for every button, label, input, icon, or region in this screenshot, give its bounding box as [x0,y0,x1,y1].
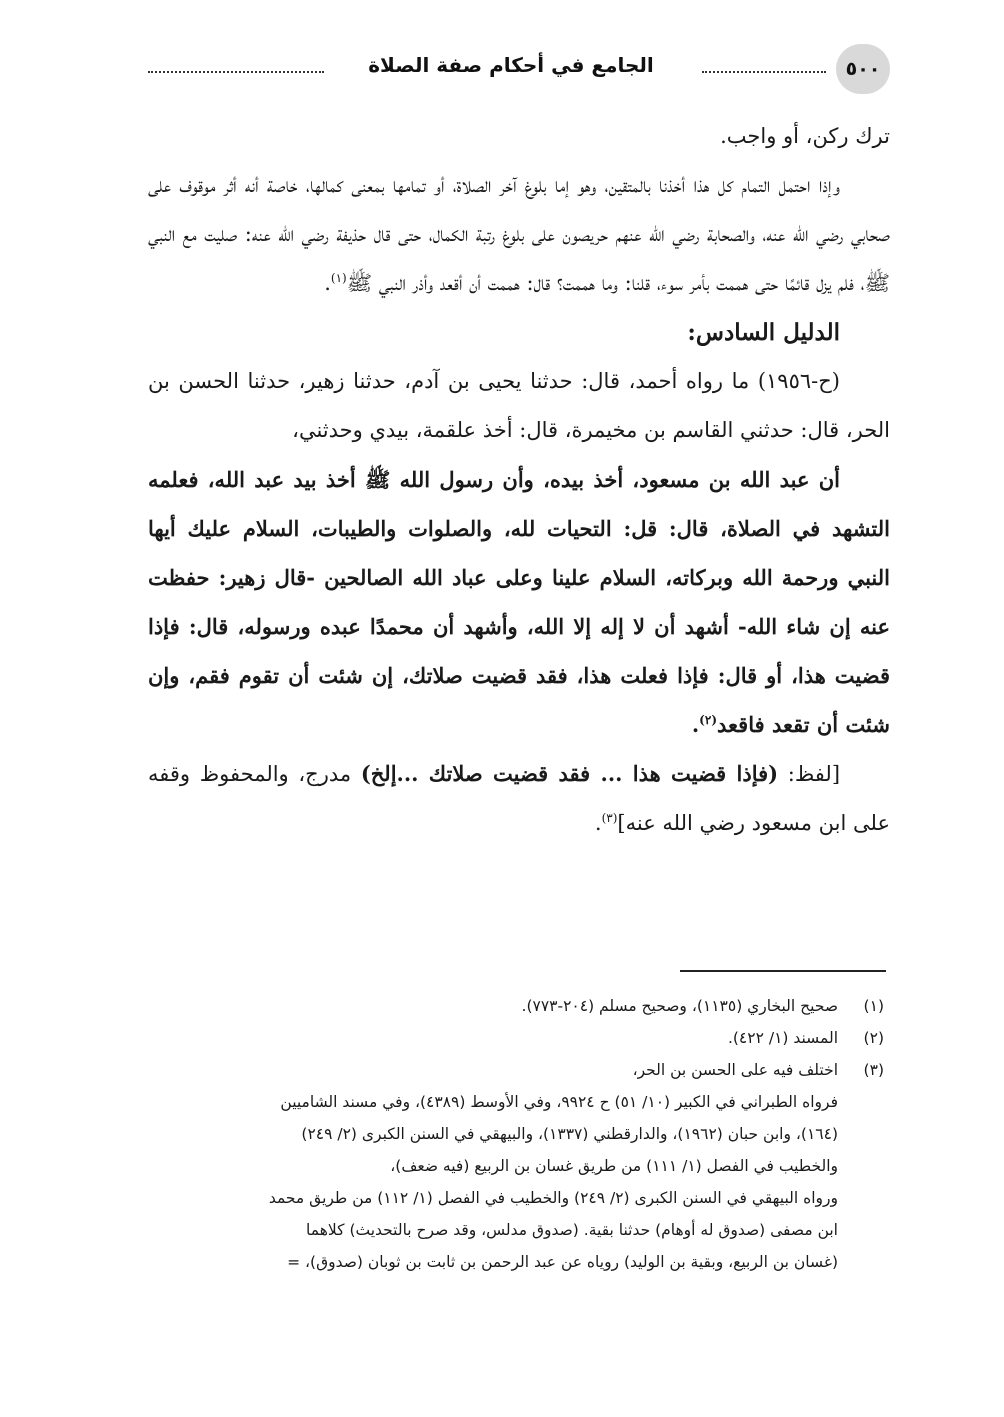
section-heading: الدليل السادس: [687,319,840,346]
footnote-3-line: ابن مصفى (صدوق له أوهام) حدثنا بقية. (صدوق مدلس، وقد صرح بالتحديث) كلاهما [306,1221,838,1239]
paragraph-1 [148,161,890,308]
footnote-3-line: فرواه الطبراني في الكبير (١٠/ ٥١) ح ٩٩٢٤، وفي الأوسط (٤٣٨٩)، وفي مسند الشاميين [280,1093,838,1111]
footnote-3-line: والخطيب في الفصل (١/ ١١١) من طريق غسان بن الربيع (فيه ضعف)، [390,1157,838,1175]
book-title: الجامع في أحكام صفة الصلاة [368,53,654,77]
paragraph-4-quoted: (فإذا قضيت هذا ... فقد قضيت صلاتك ...إلخ) [360,761,779,786]
page-number-badge: ٥٠٠ [836,44,890,94]
paragraph-1-text: وإذا احتمل التمام كل هذا أخذنا بالمتقين، وهو إما بلوغ آخر الصلاة، أو تمامها بمعنى كمالها، خاصة أنه أثر موقوف على صحابي رضي الله عنه، والصحابة رضي الله عنهم حريصون على بلوغ رتبة الكمال، حتى قال حذيفة رضي الله عنه: صليت مع النبي ﷺ، فلم يزل قائمًا حتى هممت بأمر سوء، قلنا: وما هممت؟ قال: هممت أن أقعد وأذر النبي ﷺ [148,173,890,295]
footnote-3 [148,1054,890,1086]
footnote-ref-1[interactable]: (١) [330,271,347,285]
paragraph-4 [148,749,890,848]
paragraph-1-end: . [324,271,331,295]
header-dotted-rule-left [148,71,324,73]
header-dotted-rule-right [702,71,826,73]
footnote-number: (٢) [863,1029,884,1047]
footnotes [148,990,890,1278]
footnote-ref-2[interactable]: (٢) [699,713,717,727]
paragraph-4-part-a: [لفظ: [778,762,841,786]
footnote-2 [148,1022,890,1054]
hadith-text [148,455,890,749]
footnote-number: (١) [863,997,884,1015]
footnote-text: صحيح البخاري (١١٣٥)، وصحيح مسلم (٢٠٤-٧٧٣). [521,997,838,1015]
footnote-ref-3[interactable]: (٣) [601,811,618,825]
paragraph-4-end: . [594,811,602,835]
footnote-text: المسند (١/ ٤٢٢). [727,1029,838,1047]
footnote-number: (٣) [863,1061,884,1079]
paragraph-2: (ح-١٩٥٦) ما رواه أحمد، قال: حدثنا يحيى بن آدم، حدثنا زهير، حدثنا الحسن بن الحر، قال: حدثني القاسم بن مخيمرة، قال: أخذ علقمة، بيدي وحدثني، [148,369,890,442]
hadith-text-body: أن عبد الله بن مسعود، أخذ بيده، وأن رسول الله ﷺ أخذ بيد عبد الله، فعلمه التشهد في الصلاة، قال: قل: التحيات لله، والصلوات والطيبات، السلام عليك أيها النبي ورحمة الله وبركاته، السلام علينا وعلى عباد الله الصالحين -قال زهير: حفظت عنه إن شاء الله- أشهد أن لا إله إلا الله، وأشهد أن محمدًا عبده ورسوله، قال: فإذا قضيت هذا، أو قال: فإذا فعلت هذا، فقد قضيت صلاتك، إن شئت أن تقوم فقم، وإن شئت أن تقعد فاقعد [148,467,890,737]
footnote-1 [148,990,890,1022]
footnote-3-line: (١٦٤)، وابن حبان (١٩٦٢)، والدارقطني (١٣٣٧)، والبيهقي في السنن الكبرى (٢/ ٢٤٩) [301,1125,838,1143]
paragraph-4-part-c: مدرج، والمحفوظ وقفه على ابن مسعود رضي الله عنه] [148,762,890,835]
hadith-text-end: . [691,712,700,737]
footnote-separator [680,970,886,972]
paragraph-0: ترك ركن، أو واجب. [720,124,890,148]
footnote-3-line: (غسان بن الربيع، وبقية بن الوليد) روياه عن عبد الرحمن بن ثابت بن ثوبان (صدوق)، = [287,1253,838,1271]
main-text [148,112,890,848]
footnote-text: اختلف فيه على الحسن بن الحر، [632,1061,838,1079]
page-header [148,44,890,94]
footnote-3-line: ورواه البيهقي في السنن الكبرى (٢/ ٢٤٩) والخطيب في الفصل (١/ ١١٢) من طريق محمد [268,1189,838,1207]
